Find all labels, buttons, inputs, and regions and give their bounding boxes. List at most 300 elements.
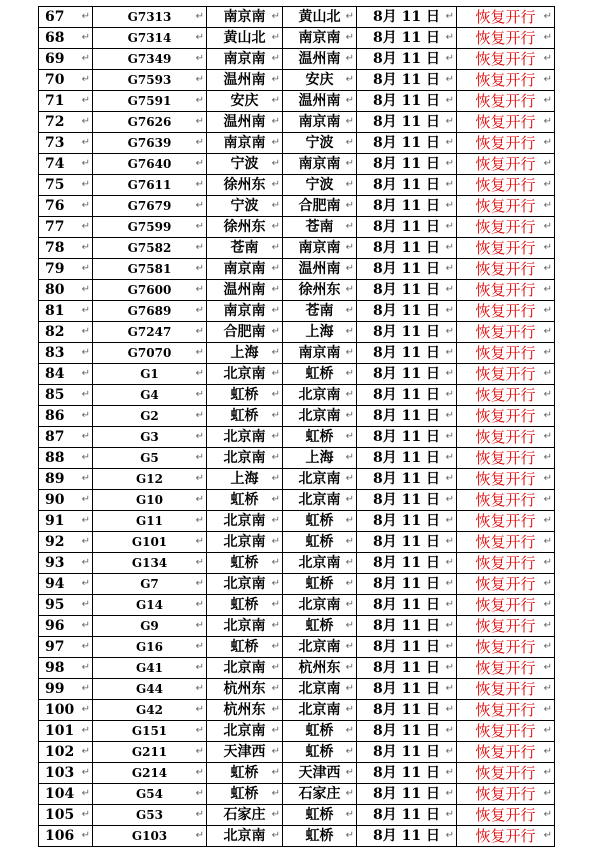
service-status: 恢复开行 [475,344,536,362]
table-body [39,7,555,847]
train-number: G41 [136,661,163,675]
service-status-cell [457,637,555,658]
service-status: 恢复开行 [475,827,536,845]
destination-station-cell [283,784,357,805]
table-row [39,427,555,448]
paragraph-mark-icon: ↵ [543,515,552,526]
origin-station: 北京南 [223,429,266,445]
service-status: 恢复开行 [475,638,536,656]
destination-station: 徐州东 [298,282,341,298]
origin-station-cell [207,406,283,427]
service-status-cell [457,49,555,70]
table-row [39,763,555,784]
train-number: G7349 [127,52,172,66]
paragraph-mark-icon: ↵ [195,683,204,694]
table-row [39,448,555,469]
paragraph-mark-icon: ↵ [195,746,204,757]
destination-station-cell [283,616,357,637]
paragraph-mark-icon: ↵ [195,137,204,148]
train-number-cell [93,301,207,322]
paragraph-mark-icon: ↵ [345,284,354,295]
service-date: 8月 11 日 [373,177,440,193]
row-number: 99 [45,681,65,697]
service-status: 恢复开行 [475,491,536,509]
row-number: 96 [45,618,65,634]
train-number-cell [93,217,207,238]
service-status: 恢复开行 [475,365,536,383]
origin-station-cell [207,700,283,721]
paragraph-mark-icon: ↵ [271,347,280,358]
origin-station: 徐州东 [223,177,266,193]
train-number: G7626 [127,115,172,129]
service-date: 8月 11 日 [373,576,440,592]
paragraph-mark-icon: ↵ [445,536,454,547]
destination-station-cell [283,70,357,91]
destination-station: 石家庄 [298,786,341,802]
paragraph-mark-icon: ↵ [81,809,90,820]
service-date: 8月 11 日 [373,219,440,235]
service-date: 8月 11 日 [373,828,440,844]
service-date: 8月 11 日 [373,324,440,340]
row-number-cell [39,469,93,490]
paragraph-mark-icon: ↵ [271,200,280,211]
paragraph-mark-icon: ↵ [81,788,90,799]
table-row [39,826,555,847]
origin-station: 石家庄 [223,807,266,823]
paragraph-mark-icon: ↵ [445,599,454,610]
train-schedule-table [38,6,555,847]
paragraph-mark-icon: ↵ [445,53,454,64]
service-status-cell [457,238,555,259]
service-date: 8月 11 日 [373,156,440,172]
paragraph-mark-icon: ↵ [345,53,354,64]
row-number-cell [39,343,93,364]
row-number-cell [39,553,93,574]
train-number-cell [93,616,207,637]
row-number-cell [39,490,93,511]
train-number: G10 [136,493,163,507]
origin-station: 南京南 [223,51,266,67]
paragraph-mark-icon: ↵ [195,305,204,316]
paragraph-mark-icon: ↵ [195,557,204,568]
train-number: G7593 [127,73,172,87]
destination-station: 南京南 [298,345,341,361]
train-number-cell [93,826,207,847]
train-number: G4 [140,388,159,402]
table-row [39,322,555,343]
train-number-cell [93,343,207,364]
destination-station-cell [283,280,357,301]
paragraph-mark-icon: ↵ [195,515,204,526]
train-number-cell [93,595,207,616]
destination-station: 南京南 [298,114,341,130]
service-status: 恢复开行 [475,701,536,719]
row-number-cell [39,175,93,196]
table-row [39,301,555,322]
paragraph-mark-icon: ↵ [271,683,280,694]
destination-station: 天津西 [298,765,341,781]
service-date-cell [357,511,457,532]
origin-station: 南京南 [223,303,266,319]
paragraph-mark-icon: ↵ [543,347,552,358]
paragraph-mark-icon: ↵ [543,53,552,64]
train-number-cell [93,742,207,763]
row-number: 95 [45,597,65,613]
service-date-cell [357,679,457,700]
row-number-cell [39,133,93,154]
service-date: 8月 11 日 [373,744,440,760]
origin-station: 虹桥 [230,765,259,781]
table-row [39,700,555,721]
paragraph-mark-icon: ↵ [81,830,90,841]
train-number: G3 [140,430,159,444]
train-number: G7640 [127,157,172,171]
paragraph-mark-icon: ↵ [445,515,454,526]
paragraph-mark-icon: ↵ [345,221,354,232]
service-date-cell [357,133,457,154]
row-number-cell [39,658,93,679]
paragraph-mark-icon: ↵ [271,788,280,799]
row-number-cell [39,763,93,784]
origin-station: 杭州东 [223,702,266,718]
paragraph-mark-icon: ↵ [81,599,90,610]
origin-station: 徐州东 [223,219,266,235]
paragraph-mark-icon: ↵ [543,242,552,253]
paragraph-mark-icon: ↵ [345,830,354,841]
origin-station-cell [207,385,283,406]
paragraph-mark-icon: ↵ [543,32,552,43]
destination-station-cell [283,217,357,238]
destination-station-cell [283,469,357,490]
train-number: G9 [140,619,159,633]
origin-station-cell [207,805,283,826]
service-date: 8月 11 日 [373,198,440,214]
paragraph-mark-icon: ↵ [195,368,204,379]
row-number: 100 [45,702,75,718]
paragraph-mark-icon: ↵ [271,767,280,778]
service-date-cell [357,112,457,133]
paragraph-mark-icon: ↵ [445,137,454,148]
destination-station: 北京南 [298,555,341,571]
paragraph-mark-icon: ↵ [345,242,354,253]
destination-station: 虹桥 [305,534,334,550]
table-row [39,490,555,511]
destination-station-cell [283,154,357,175]
paragraph-mark-icon: ↵ [271,725,280,736]
row-number: 83 [45,345,65,361]
origin-station-cell [207,238,283,259]
paragraph-mark-icon: ↵ [271,410,280,421]
service-date: 8月 11 日 [373,513,440,529]
service-status-cell [457,154,555,175]
service-status: 恢复开行 [475,176,536,194]
paragraph-mark-icon: ↵ [543,473,552,484]
paragraph-mark-icon: ↵ [195,200,204,211]
paragraph-mark-icon: ↵ [445,158,454,169]
destination-station: 虹桥 [305,429,334,445]
paragraph-mark-icon: ↵ [345,641,354,652]
service-date: 8月 11 日 [373,471,440,487]
row-number-cell [39,784,93,805]
service-status: 恢复开行 [475,239,536,257]
service-date: 8月 11 日 [373,366,440,382]
paragraph-mark-icon: ↵ [445,305,454,316]
service-status-cell [457,427,555,448]
paragraph-mark-icon: ↵ [271,284,280,295]
destination-station: 南京南 [298,156,341,172]
destination-station: 宁波 [305,135,334,151]
paragraph-mark-icon: ↵ [195,599,204,610]
destination-station: 北京南 [298,597,341,613]
paragraph-mark-icon: ↵ [345,809,354,820]
row-number-cell [39,217,93,238]
service-status: 恢复开行 [475,281,536,299]
service-status-cell [457,112,555,133]
paragraph-mark-icon: ↵ [345,263,354,274]
paragraph-mark-icon: ↵ [81,704,90,715]
service-date-cell [357,616,457,637]
service-date-cell [357,175,457,196]
paragraph-mark-icon: ↵ [445,32,454,43]
paragraph-mark-icon: ↵ [445,620,454,631]
paragraph-mark-icon: ↵ [543,557,552,568]
service-date-cell [357,238,457,259]
paragraph-mark-icon: ↵ [543,830,552,841]
origin-station: 北京南 [223,513,266,529]
row-number-cell [39,259,93,280]
paragraph-mark-icon: ↵ [271,809,280,820]
paragraph-mark-icon: ↵ [445,179,454,190]
train-number-cell [93,721,207,742]
train-number: G7600 [127,283,172,297]
paragraph-mark-icon: ↵ [543,431,552,442]
paragraph-mark-icon: ↵ [445,347,454,358]
service-status: 恢复开行 [475,659,536,677]
paragraph-mark-icon: ↵ [543,179,552,190]
service-status-cell [457,406,555,427]
paragraph-mark-icon: ↵ [445,578,454,589]
paragraph-mark-icon: ↵ [543,578,552,589]
paragraph-mark-icon: ↵ [81,32,90,43]
row-number-cell [39,679,93,700]
origin-station: 北京南 [223,723,266,739]
row-number: 91 [45,513,65,529]
service-date: 8月 11 日 [373,723,440,739]
paragraph-mark-icon: ↵ [81,494,90,505]
document-page [38,6,554,847]
service-date: 8月 11 日 [373,555,440,571]
service-status: 恢复开行 [475,806,536,824]
origin-station-cell [207,595,283,616]
origin-station: 北京南 [223,450,266,466]
row-number: 82 [45,324,65,340]
paragraph-mark-icon: ↵ [271,137,280,148]
service-date: 8月 11 日 [373,660,440,676]
paragraph-mark-icon: ↵ [345,578,354,589]
paragraph-mark-icon: ↵ [81,242,90,253]
paragraph-mark-icon: ↵ [195,389,204,400]
paragraph-mark-icon: ↵ [81,347,90,358]
paragraph-mark-icon: ↵ [345,137,354,148]
service-status: 恢复开行 [475,113,536,131]
train-number-cell [93,700,207,721]
destination-station-cell [283,112,357,133]
destination-station: 虹桥 [305,576,334,592]
destination-station: 北京南 [298,408,341,424]
origin-station-cell [207,196,283,217]
service-date-cell [357,217,457,238]
row-number: 78 [45,240,65,256]
paragraph-mark-icon: ↵ [195,452,204,463]
service-date-cell [357,553,457,574]
service-status-cell [457,259,555,280]
paragraph-mark-icon: ↵ [195,725,204,736]
table-row [39,49,555,70]
service-status: 恢复开行 [475,50,536,68]
row-number-cell [39,805,93,826]
destination-station: 虹桥 [305,366,334,382]
paragraph-mark-icon: ↵ [445,830,454,841]
service-date-cell [357,343,457,364]
train-number-cell [93,112,207,133]
service-date: 8月 11 日 [373,387,440,403]
paragraph-mark-icon: ↵ [271,116,280,127]
service-date: 8月 11 日 [373,702,440,718]
paragraph-mark-icon: ↵ [195,704,204,715]
train-number: G1 [140,367,159,381]
paragraph-mark-icon: ↵ [81,389,90,400]
paragraph-mark-icon: ↵ [445,242,454,253]
origin-station-cell [207,49,283,70]
paragraph-mark-icon: ↵ [445,326,454,337]
destination-station: 上海 [305,324,334,340]
train-number-cell [93,28,207,49]
paragraph-mark-icon: ↵ [271,242,280,253]
origin-station: 虹桥 [230,408,259,424]
paragraph-mark-icon: ↵ [345,200,354,211]
service-date: 8月 11 日 [373,72,440,88]
paragraph-mark-icon: ↵ [345,389,354,400]
origin-station-cell [207,280,283,301]
paragraph-mark-icon: ↵ [345,536,354,547]
service-date-cell [357,406,457,427]
service-date: 8月 11 日 [373,30,440,46]
table-row [39,343,555,364]
origin-station-cell [207,322,283,343]
paragraph-mark-icon: ↵ [345,515,354,526]
origin-station: 南京南 [223,9,266,25]
destination-station-cell [283,574,357,595]
paragraph-mark-icon: ↵ [81,620,90,631]
row-number-cell [39,385,93,406]
paragraph-mark-icon: ↵ [543,536,552,547]
row-number-cell [39,574,93,595]
table-row [39,721,555,742]
service-date-cell [357,28,457,49]
paragraph-mark-icon: ↵ [445,473,454,484]
service-status-cell [457,826,555,847]
origin-station-cell [207,28,283,49]
destination-station: 北京南 [298,639,341,655]
paragraph-mark-icon: ↵ [543,305,552,316]
row-number: 88 [45,450,65,466]
row-number-cell [39,427,93,448]
destination-station: 虹桥 [305,744,334,760]
train-number-cell [93,406,207,427]
row-number-cell [39,595,93,616]
paragraph-mark-icon: ↵ [271,830,280,841]
paragraph-mark-icon: ↵ [81,452,90,463]
row-number-cell [39,28,93,49]
service-date-cell [357,385,457,406]
service-date-cell [357,763,457,784]
paragraph-mark-icon: ↵ [543,599,552,610]
table-row [39,679,555,700]
service-status-cell [457,511,555,532]
origin-station: 温州南 [223,114,266,130]
table-row [39,532,555,553]
paragraph-mark-icon: ↵ [271,158,280,169]
train-number: G7581 [127,262,172,276]
paragraph-mark-icon: ↵ [445,746,454,757]
table-row [39,154,555,175]
paragraph-mark-icon: ↵ [81,431,90,442]
service-status-cell [457,490,555,511]
destination-station: 北京南 [298,492,341,508]
service-status-cell [457,595,555,616]
train-number: G151 [131,724,168,738]
destination-station: 虹桥 [305,807,334,823]
row-number-cell [39,721,93,742]
origin-station: 黄山北 [223,30,266,46]
destination-station-cell [283,133,357,154]
paragraph-mark-icon: ↵ [195,662,204,673]
service-status: 恢复开行 [475,428,536,446]
row-number-cell [39,322,93,343]
paragraph-mark-icon: ↵ [81,11,90,22]
service-status: 恢复开行 [475,29,536,47]
train-number-cell [93,364,207,385]
service-status-cell [457,28,555,49]
paragraph-mark-icon: ↵ [543,368,552,379]
row-number-cell [39,511,93,532]
service-date: 8月 11 日 [373,51,440,67]
paragraph-mark-icon: ↵ [543,662,552,673]
paragraph-mark-icon: ↵ [81,557,90,568]
train-number: G12 [136,472,163,486]
table-row [39,616,555,637]
paragraph-mark-icon: ↵ [81,746,90,757]
paragraph-mark-icon: ↵ [445,221,454,232]
origin-station: 安庆 [230,93,259,109]
paragraph-mark-icon: ↵ [271,389,280,400]
table-row [39,133,555,154]
paragraph-mark-icon: ↵ [271,74,280,85]
paragraph-mark-icon: ↵ [445,704,454,715]
paragraph-mark-icon: ↵ [195,284,204,295]
paragraph-mark-icon: ↵ [195,179,204,190]
train-number: G16 [136,640,163,654]
row-number: 87 [45,429,65,445]
paragraph-mark-icon: ↵ [345,158,354,169]
service-date-cell [357,700,457,721]
origin-station-cell [207,826,283,847]
service-status-cell [457,385,555,406]
row-number: 77 [45,219,65,235]
destination-station: 虹桥 [305,828,334,844]
train-number: G214 [131,766,168,780]
service-status-cell [457,322,555,343]
